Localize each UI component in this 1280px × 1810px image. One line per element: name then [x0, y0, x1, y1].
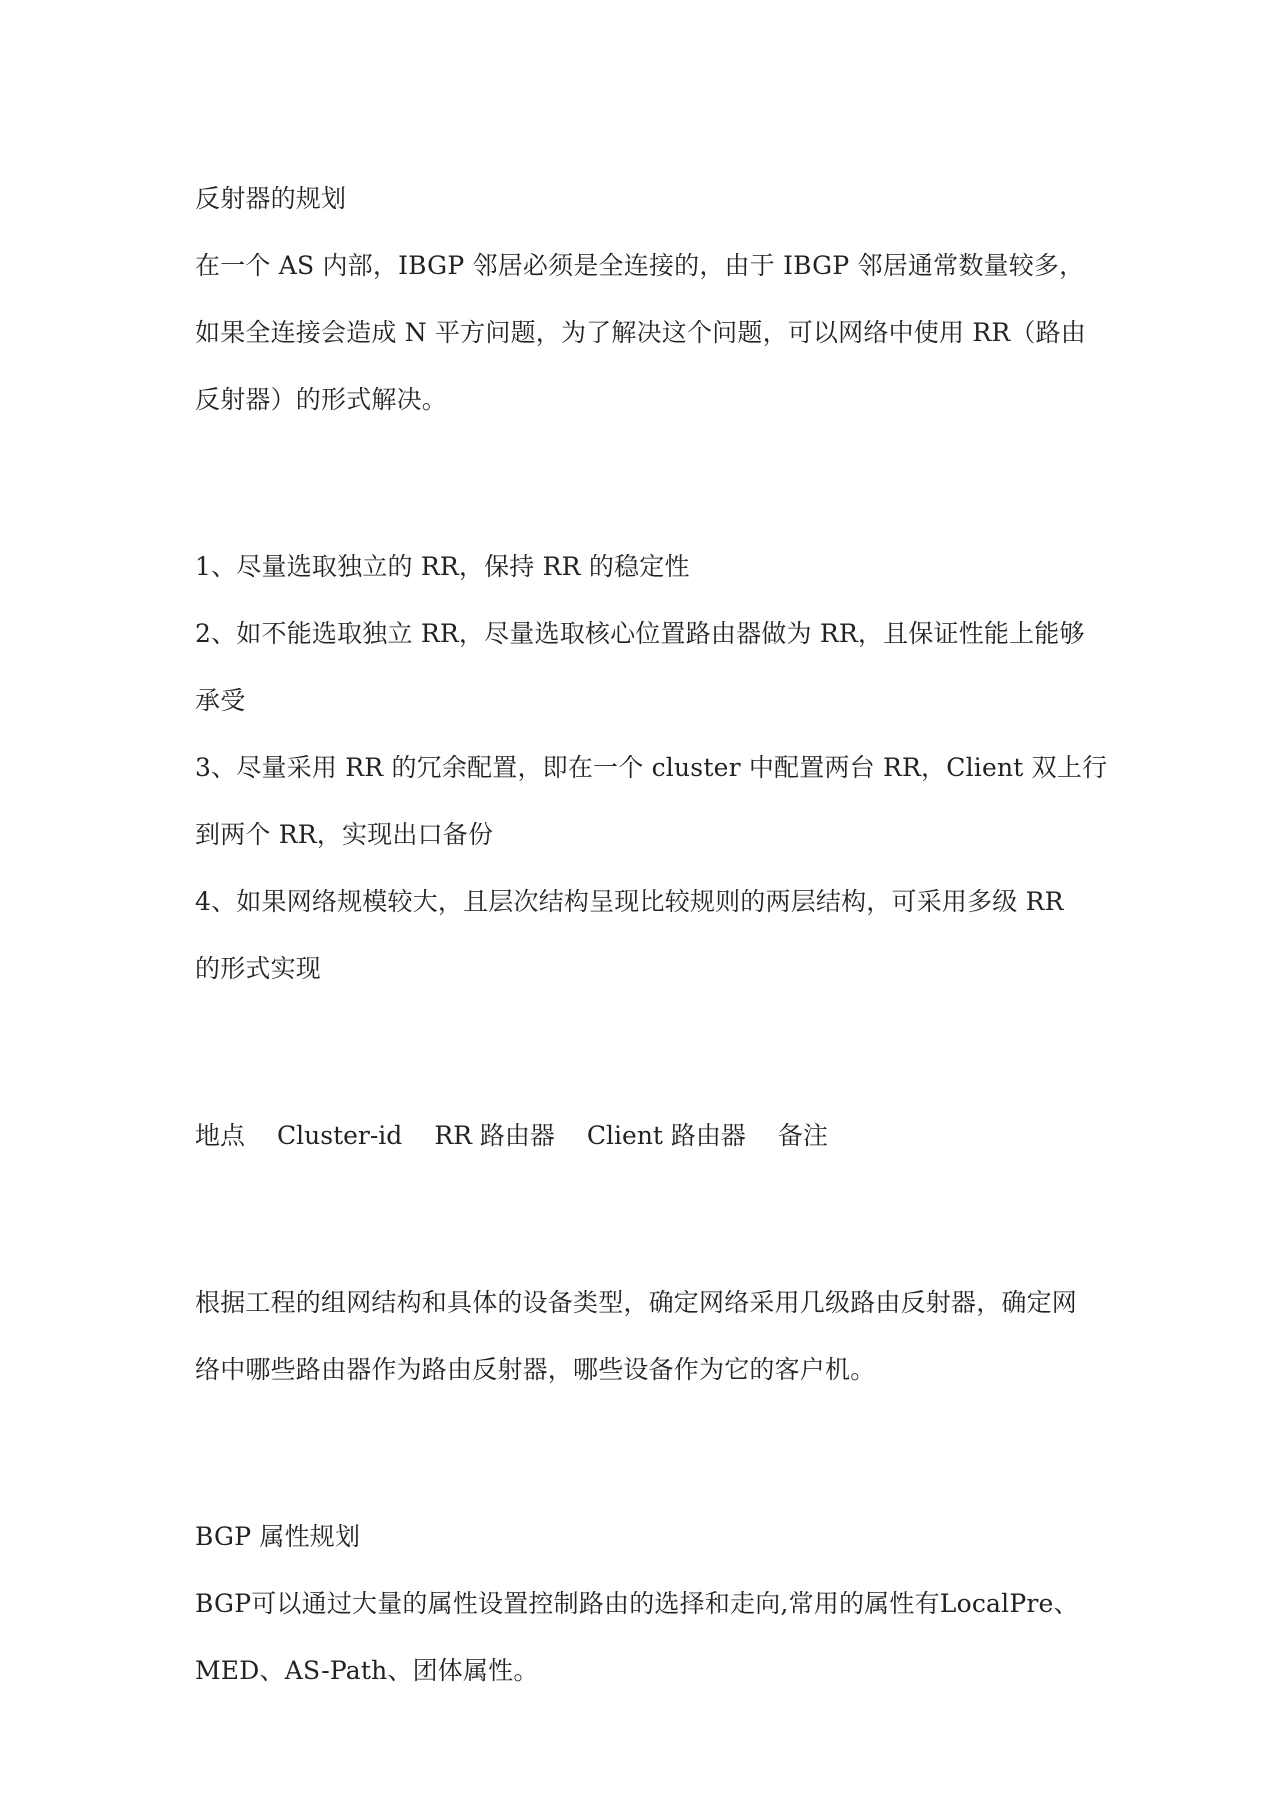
- spacer: [195, 1002, 1100, 1102]
- paragraph-line: BGP可以通过大量的属性设置控制路由的选择和走向,常用的属性有LocalPre、: [195, 1589, 1079, 1618]
- spacer: [195, 1403, 1100, 1503]
- table-header-location: 地点: [195, 1121, 246, 1150]
- list-item-continuation: 到两个 RR，实现出口备份: [195, 820, 494, 849]
- table-header-row: [195, 1102, 1100, 1169]
- list-item: 2、如不能选取独立 RR，尽量选取核心位置路由器做为 RR，且保证性能上能够: [195, 619, 1085, 648]
- table-header-remarks: 备注: [777, 1121, 828, 1150]
- spacer: [195, 1169, 1100, 1269]
- list-item: 3、尽量采用 RR 的冗余配置，即在一个 cluster 中配置两台 RR，Client 双上行: [195, 753, 1108, 782]
- list-item: 4、如果网络规模较大，且层次结构呈现比较规则的两层结构，可采用多级 RR: [195, 887, 1064, 916]
- paragraph-line: 反射器）的形式解决。: [195, 385, 448, 414]
- paragraph-line: MED、AS-Path、团体属性。: [195, 1656, 539, 1685]
- table-header-client-router: Client 路由器: [586, 1121, 746, 1150]
- list-item-continuation: 承受: [195, 686, 246, 715]
- list-item: 1、尽量选取独立的 RR，保持 RR 的稳定性: [195, 552, 690, 581]
- document-content: [195, 165, 1108, 1704]
- list-item-continuation: 的形式实现: [195, 954, 322, 983]
- section-heading-bgp-attributes: BGP 属性规划: [195, 1522, 361, 1551]
- paragraph-line: 络中哪些路由器作为路由反射器，哪些设备作为它的客户机。: [195, 1355, 876, 1384]
- paragraph-line: 如果全连接会造成 N 平方问题，为了解决这个问题，可以网络中使用 RR（路由: [195, 318, 1086, 347]
- table-header-cluster-id: Cluster-id: [277, 1121, 403, 1150]
- paragraph-line: 根据工程的组网结构和具体的设备类型，确定网络采用几级路由反射器，确定网: [195, 1288, 1078, 1317]
- section-heading-reflector: 反射器的规划: [195, 184, 347, 213]
- paragraph-line: 在一个 AS 内部，IBGP 邻居必须是全连接的，由于 IBGP 邻居通常数量较多，: [195, 251, 1085, 280]
- spacer: [195, 433, 1100, 533]
- table-header-rr-router: RR 路由器: [434, 1121, 555, 1150]
